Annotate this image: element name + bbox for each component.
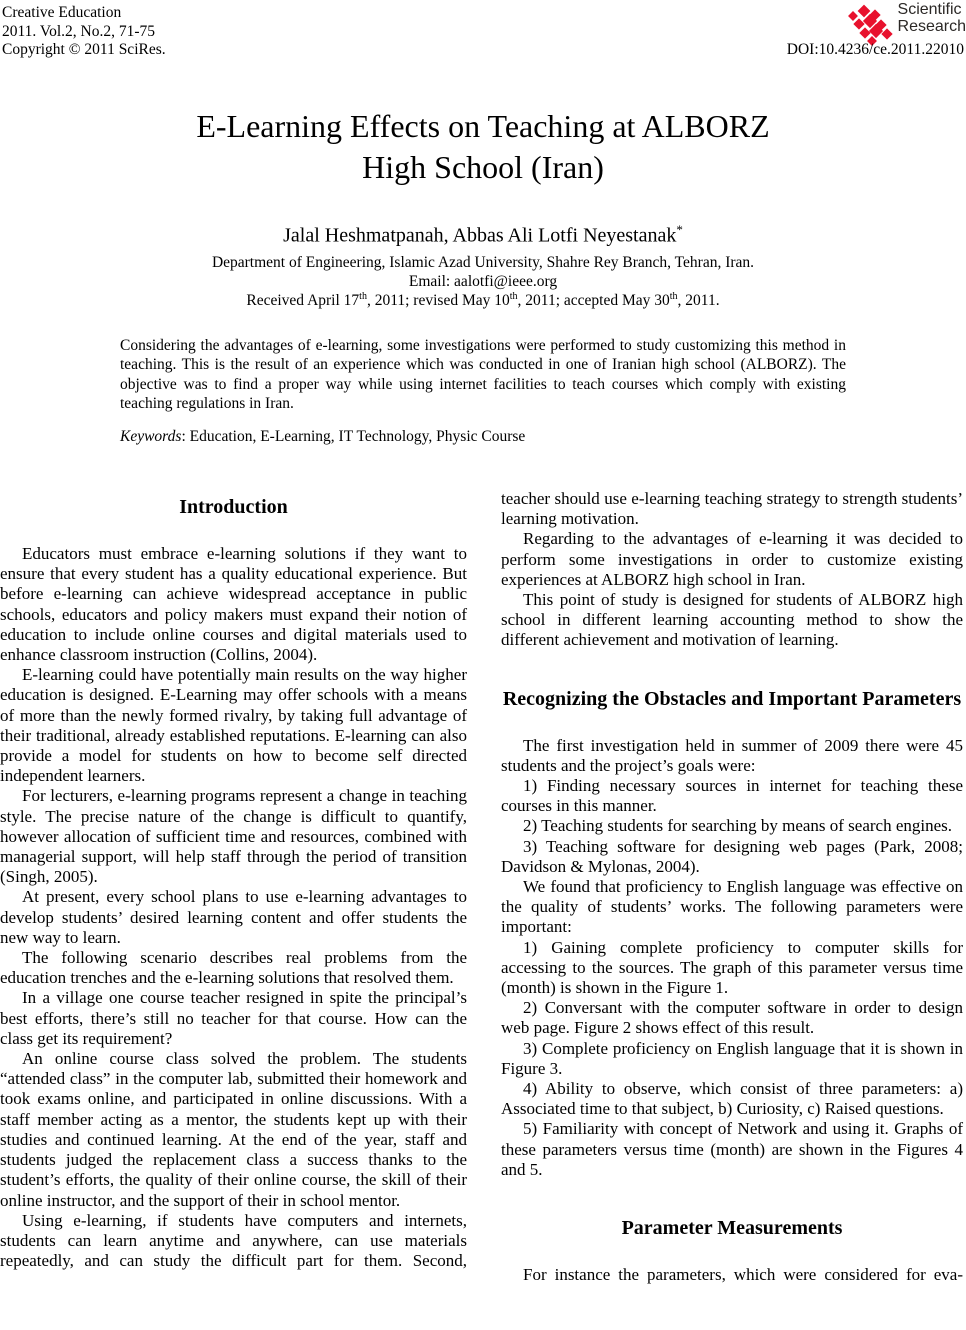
- paragraph: In a village one course teacher resigned in spite the principal’s best efforts, there’s still no teacher for that course. How can the class get its requirement?: [0, 988, 467, 1048]
- paragraph: 3) Teaching software for designing web pages (Park, 2008; Davidson & Mylonas, 2004).: [501, 836, 963, 876]
- scires-logo-text: [898, 2, 966, 35]
- author-names: Jalal Heshmatpanah, Abbas Ali Lotfi Neyestanak: [283, 224, 677, 247]
- ordinal-superscript: th: [359, 291, 367, 302]
- paper-title: [0, 106, 966, 188]
- logo-word-scientific: Scientific: [897, 1, 962, 18]
- doi-line: DOI:10.4236/ce.2011.22010: [786, 41, 964, 58]
- received-text: , 2011.: [677, 292, 720, 310]
- section-heading: Introduction: [179, 496, 288, 518]
- received-text: , 2011; accepted May 30: [517, 292, 670, 310]
- column-right: [501, 489, 963, 1285]
- journal-header: [2, 4, 166, 60]
- paragraph: The following scenario describes real problems from the education trenches and the e-learning solutions that resolved them.: [0, 948, 467, 988]
- paragraph: For lecturers, e-learning programs represent a change in teaching style. The precise nature of the change is difficult to quantify, however allocation of sufficient time and resources, combined with managerial support, will help staff through the period of transition (Singh, 2005).: [0, 786, 467, 887]
- paragraph: For instance the parameters, which were considered for eva-: [523, 1265, 963, 1285]
- paragraph: Using e-learning, if students have computers and internets, students can learn anytime and anywhere, can use materials repeatedly, and can study the difficult part for them. Second,: [0, 1210, 467, 1271]
- paragraph: The first investigation held in summer of 2009 there were 45 students and the project’s goals were:: [501, 735, 963, 775]
- paragraph: 3) Complete proficiency on English language that it is shown in Figure 3.: [501, 1038, 963, 1078]
- journal-title: Creative Education: [2, 4, 122, 21]
- paragraph: 1) Gaining complete proficiency to computer skills for accessing to the sources. The graph of this parameter versus time (month) is shown in the Figure 1.: [501, 937, 963, 998]
- section-heading: Parameter Measurements: [621, 1217, 843, 1240]
- affiliation-line: Department of Engineering, Islamic Azad University, Shahre Rey Branch, Tehran, Iran.: [211, 254, 755, 271]
- paragraph: Educators must embrace e-learning solutions if they want to ensure that every student has a quality educational experience. But before e-learning can achieve widespread acceptance in public schools, educators and policy makers must expand their notion of education to include online courses and digital materials used to enhance classroom instruction (Collins, 2004).: [0, 544, 467, 665]
- paragraph: 5) Familiarity with concept of Network and using it. Graphs of these parameters versus time (month) are shown in the Figures 4 and 5.: [501, 1119, 963, 1179]
- paragraph: At present, every school plans to use e-learning advantages to develop students’ desired learning content and offer students the new way to learn.: [0, 887, 467, 947]
- paragraph: 2) Teaching students for searching by means of search engines.: [523, 816, 953, 836]
- paragraph: teacher should use e-learning teaching strategy to strength students’ learning motivation.: [501, 489, 963, 529]
- keywords-label: Keywords: [120, 428, 182, 445]
- keywords-text: : Education, E-Learning, IT Technology, Physic Course: [181, 428, 526, 445]
- abstract-text: Considering the advantages of e-learning, some investigations were performed to study customizing this method in teaching. This is the result of an experience which was conducted in one of Iranian high school (ALBORZ). The objective was to find a proper way while using internet facilities to teach courses which comply with existing teaching regulations in Iran.: [120, 337, 846, 412]
- paragraph: This point of study is designed for students of ALBORZ high school in different learning accounting method to show the different achievement and motivation of learning.: [501, 590, 963, 650]
- email-line: Email: aalotfi@ieee.org: [408, 273, 558, 290]
- ordinal-superscript: th: [509, 291, 518, 302]
- ordinal-superscript: th: [669, 291, 678, 302]
- paragraph: 4) Ability to observe, which consist of three parameters: a) Associated time to that subject, b) Curiosity, c) Raised questions.: [501, 1079, 963, 1119]
- keywords-line: [120, 428, 846, 446]
- author-asterisk: *: [676, 222, 683, 237]
- authors-line: [0, 222, 966, 248]
- paragraph: Regarding to the advantages of e-learning it was decided to perform some investigations in order to customize existing experiences at ALBORZ high school in Iran.: [501, 529, 963, 589]
- received-line: [0, 291, 966, 310]
- column-left: [0, 489, 467, 1271]
- logo-word-research: Research: [897, 17, 966, 35]
- received-text: Received April 17: [246, 292, 360, 310]
- received-text: , 2011; revised May 10: [366, 292, 510, 310]
- paper-title-line2: High School (Iran): [362, 149, 604, 185]
- copyright-line: Copyright © 2011 SciRes.: [2, 41, 166, 58]
- paragraph: We found that proficiency to English language was effective on the quality of students’ works. The following parameters were important:: [501, 877, 963, 937]
- paragraph: An online course class solved the problem. The students “attended class” in the computer lab, submitted their homework and took exams online, and participated in online discussions. With a staff member acting as a mentor, the students kept up with their studies and continued learning. At the end of the year, staff and students judged the replacement class a success thanks to the student’s efforts, the quality of their online course, the skill of their online instructor, and the support of their in school mentor.: [0, 1049, 467, 1210]
- paragraph: E-learning could have potentially main results on the way higher education is designed. E-Learning may offer schools with a means of more than the newly formed rivalry, by taking full advantage of their traditional, already established reputations. E-learning can also provide a model for students on how to become self directed independent learners.: [0, 665, 467, 786]
- section-heading: Recognizing the Obstacles and Important Parameters: [502, 687, 962, 710]
- journal-issue: 2011. Vol.2, No.2, 71-75: [2, 22, 156, 40]
- paragraph: 2) Conversant with the computer software in order to design web page. Figure 2 shows effect of this result.: [501, 998, 963, 1038]
- paper-title-line1: E-Learning Effects on Teaching at ALBORZ: [196, 108, 770, 144]
- paragraph: 1) Finding necessary sources in internet for teaching these courses in this manner.: [501, 776, 963, 816]
